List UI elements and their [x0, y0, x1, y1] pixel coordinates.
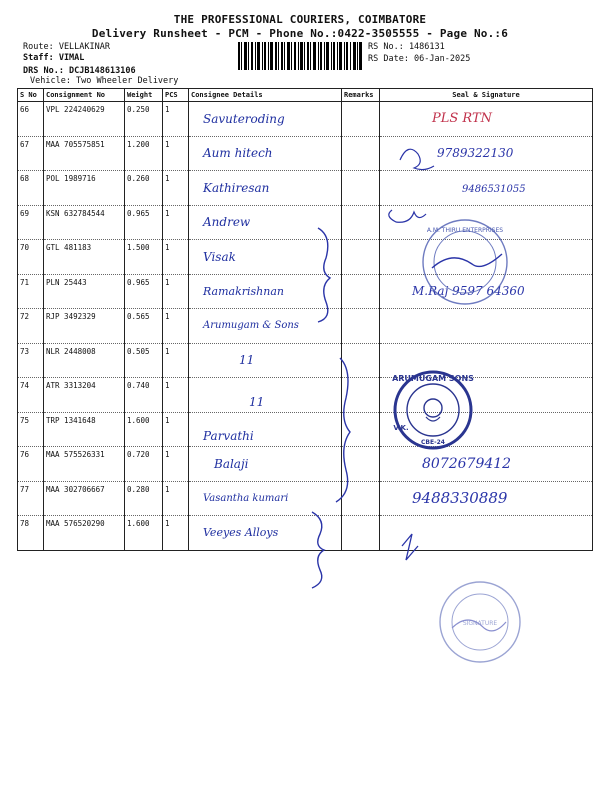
- consignee-cell: Savuteroding: [189, 102, 342, 137]
- remarks-cell: [342, 205, 380, 240]
- weight-cell: 1.500: [125, 240, 163, 275]
- table-row: [18, 309, 593, 344]
- remarks-cell: [342, 412, 380, 447]
- signature-text: 9486531055: [462, 183, 526, 195]
- stamp-left-text: V.K.: [393, 424, 409, 432]
- table-row: [18, 205, 593, 240]
- pcs-cell: 1: [163, 343, 189, 378]
- col-consignment-header: Consignment No: [44, 89, 125, 102]
- weight-cell: 0.250: [125, 102, 163, 137]
- sno-cell: 77: [18, 481, 44, 516]
- signature-cell: [380, 205, 593, 240]
- remarks-cell: [342, 516, 380, 551]
- pcs-cell: 1: [163, 412, 189, 447]
- signature-cell: [380, 274, 593, 309]
- rs-number: RS No.: 1486131: [368, 42, 445, 52]
- sno-cell: 73: [18, 343, 44, 378]
- runsheet-table: [17, 88, 593, 551]
- sno-cell: 71: [18, 274, 44, 309]
- sno-cell: 66: [18, 102, 44, 137]
- table-row: [18, 171, 593, 206]
- table-row: [18, 102, 593, 137]
- table-row: [18, 516, 593, 551]
- consignee-cell: Veeyes Alloys: [189, 516, 342, 551]
- table-row: [18, 240, 593, 275]
- remarks-cell: [342, 274, 380, 309]
- consignment-cell: MAA 705575851: [44, 136, 125, 171]
- signature-text: 9488330889: [412, 489, 508, 508]
- col-remarks-header: Remarks: [342, 89, 380, 102]
- consignee-cell: Kathiresan: [189, 171, 342, 206]
- col-sno-header: S No: [18, 89, 44, 102]
- consignment-cell: MAA 302706667: [44, 481, 125, 516]
- signature-cell: [380, 516, 593, 551]
- stamp-bottom-text: CBE-24: [421, 439, 445, 446]
- consignment-cell: POL 1989716: [44, 171, 125, 206]
- table-row: [18, 378, 593, 413]
- pcs-cell: 1: [163, 171, 189, 206]
- table-row: [18, 447, 593, 482]
- sno-cell: 76: [18, 447, 44, 482]
- staff-label: Staff: VIMAL: [23, 53, 85, 63]
- signature-cell: [380, 309, 593, 344]
- pcs-cell: 1: [163, 102, 189, 137]
- lower-stamp-text: SIGNATURE: [462, 620, 498, 627]
- pcs-cell: 1: [163, 447, 189, 482]
- consignment-cell: PLN 25443: [44, 274, 125, 309]
- remarks-cell: [342, 343, 380, 378]
- signature-text: 8072679412: [422, 455, 512, 472]
- weight-cell: 0.740: [125, 378, 163, 413]
- consignee-cell: Andrew: [189, 205, 342, 240]
- signature-text: PLS RTN: [432, 111, 493, 127]
- remarks-cell: [342, 240, 380, 275]
- drs-number: DRS No.: DCJB148613106: [23, 66, 136, 76]
- col-signature-header: Seal & Signature: [380, 89, 593, 102]
- consignment-cell: KSN 632784544: [44, 205, 125, 240]
- pcs-cell: 1: [163, 481, 189, 516]
- signature-cell: [380, 102, 593, 137]
- pcs-cell: 1: [163, 136, 189, 171]
- consignment-cell: MAA 575526331: [44, 447, 125, 482]
- pcs-cell: 1: [163, 309, 189, 344]
- sno-cell: 75: [18, 412, 44, 447]
- col-pcs-header: PCS: [163, 89, 189, 102]
- sno-cell: 78: [18, 516, 44, 551]
- weight-cell: 0.280: [125, 481, 163, 516]
- consignee-cell: Vasantha kumari: [189, 481, 342, 516]
- weight-cell: 0.565: [125, 309, 163, 344]
- remarks-cell: [342, 136, 380, 171]
- signature-cell: [380, 171, 593, 206]
- table-row: [18, 136, 593, 171]
- remarks-cell: [342, 102, 380, 137]
- pcs-cell: 1: [163, 516, 189, 551]
- consignment-cell: GTL 481183: [44, 240, 125, 275]
- stamp-top-text: ARUMUGAM SONS: [392, 374, 474, 383]
- faded-stamp-icon: [440, 582, 520, 662]
- weight-cell: 0.505: [125, 343, 163, 378]
- col-weight-header: Weight: [125, 89, 163, 102]
- consignment-cell: RJP 3492329: [44, 309, 125, 344]
- barcode: [238, 42, 362, 70]
- vehicle-label: Vehicle: Two Wheeler Delivery: [30, 76, 179, 86]
- pcs-cell: 1: [163, 378, 189, 413]
- remarks-cell: [342, 171, 380, 206]
- consignment-cell: VPL 224240629: [44, 102, 125, 137]
- consignee-cell: Balaji: [189, 447, 342, 482]
- sno-cell: 70: [18, 240, 44, 275]
- weight-cell: 1.200: [125, 136, 163, 171]
- mid-stamp-text: A.M. THIRU ENTERPRISES: [426, 227, 504, 234]
- consignment-cell: NLR 2448008: [44, 343, 125, 378]
- signature-cell: [380, 412, 593, 447]
- consignee-cell: Aum hitech: [189, 136, 342, 171]
- sno-cell: 67: [18, 136, 44, 171]
- sno-cell: 68: [18, 171, 44, 206]
- consignee-cell: Ramakrishnan: [189, 274, 342, 309]
- table-row: [18, 412, 593, 447]
- sno-cell: 72: [18, 309, 44, 344]
- company-title: THE PROFESSIONAL COURIERS, COIMBATORE: [173, 13, 427, 26]
- consignment-cell: TRP 1341648: [44, 412, 125, 447]
- pcs-cell: 1: [163, 240, 189, 275]
- col-consignee-header: Consignee Details: [189, 89, 342, 102]
- signature-cell: [380, 240, 593, 275]
- remarks-cell: [342, 481, 380, 516]
- sno-cell: 69: [18, 205, 44, 240]
- signature-text: M.Raj 9597 64360: [412, 284, 525, 299]
- signature-cell: [380, 343, 593, 378]
- consignment-cell: ATR 3313204: [44, 378, 125, 413]
- remarks-cell: [342, 447, 380, 482]
- consignee-cell: Visak: [189, 240, 342, 275]
- signature-cell: [380, 481, 593, 516]
- runsheet-title: Delivery Runsheet - PCM - Phone No.:0422-3505555 - Page No.:6: [91, 27, 509, 40]
- table-header-row: [18, 89, 593, 102]
- consignee-cell: Parvathi: [189, 412, 342, 447]
- pcs-cell: 1: [163, 205, 189, 240]
- consignment-cell: MAA 576520290: [44, 516, 125, 551]
- signature-text: 9789322130: [437, 146, 514, 161]
- weight-cell: 0.965: [125, 274, 163, 309]
- signature-cell: [380, 378, 593, 413]
- remarks-cell: [342, 309, 380, 344]
- consignee-cell: 11: [189, 378, 342, 413]
- weight-cell: 0.720: [125, 447, 163, 482]
- sno-cell: 74: [18, 378, 44, 413]
- table-row: [18, 481, 593, 516]
- weight-cell: 0.260: [125, 171, 163, 206]
- consignee-cell: 11: [189, 343, 342, 378]
- table-row: [18, 343, 593, 378]
- signature-cell: [380, 136, 593, 171]
- weight-cell: 0.965: [125, 205, 163, 240]
- table-row: [18, 274, 593, 309]
- consignee-cell: Arumugam & Sons: [189, 309, 342, 344]
- rs-date: RS Date: 06-Jan-2025: [368, 54, 471, 64]
- weight-cell: 1.600: [125, 516, 163, 551]
- pcs-cell: 1: [163, 274, 189, 309]
- signature-cell: [380, 447, 593, 482]
- route-label: Route: VELLAKINAR: [23, 42, 110, 52]
- weight-cell: 1.600: [125, 412, 163, 447]
- remarks-cell: [342, 378, 380, 413]
